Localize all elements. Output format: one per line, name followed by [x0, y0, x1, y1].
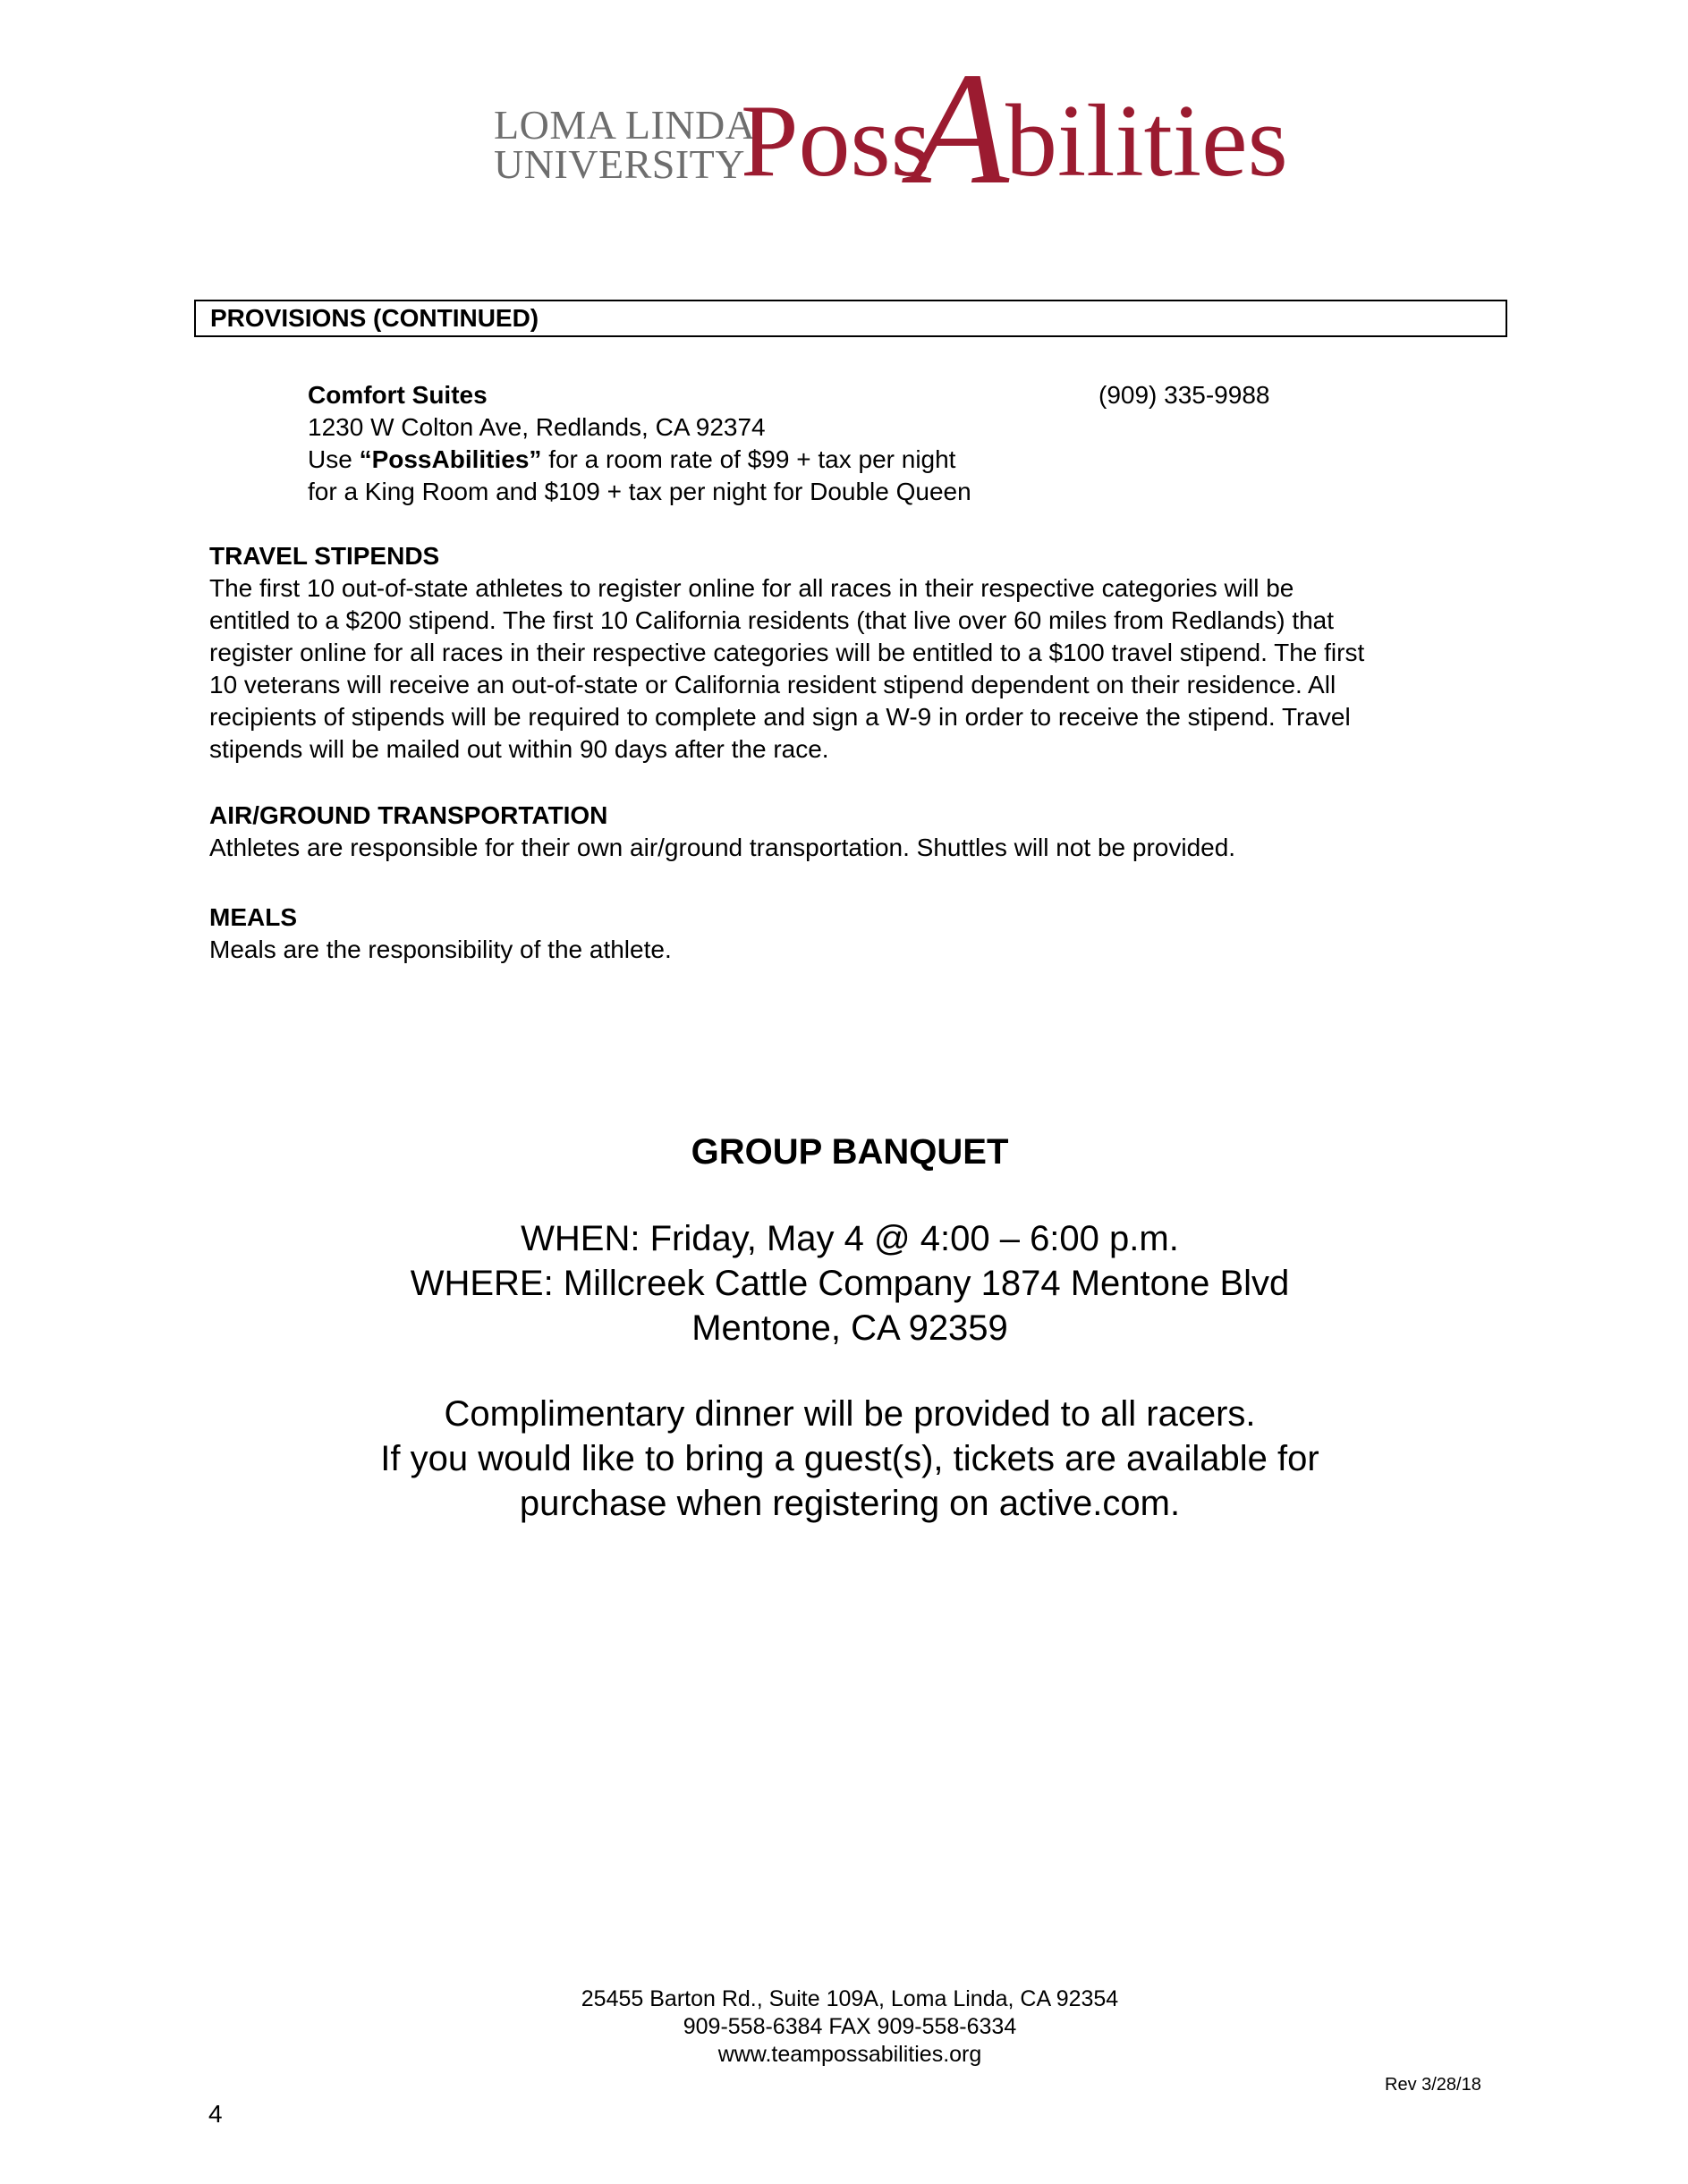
banquet-when: WHEN: Friday, May 4 @ 4:00 – 6:00 p.m.: [521, 1219, 1179, 1258]
travel-stipends-line: 10 veterans will receive an out-of-state or California resident stipend dependent on their residence. All: [209, 671, 1336, 698]
footer: [403, 1985, 1297, 2069]
meals-text: Meals are the responsibility of the athlete.: [209, 935, 672, 963]
hotel-rate-line-2: for a King Room and $109 + tax per night for Double Queen: [308, 478, 971, 505]
rate-prefix: Use: [308, 445, 360, 473]
banquet-where-line-2: Mentone, CA 92359: [691, 1308, 1008, 1348]
travel-stipends-line: recipients of stipends will be required to complete and sign a W-9 in order to receive the stipend. Travel: [209, 703, 1351, 731]
meals-section: [209, 902, 1497, 966]
transportation-heading: AIR/GROUND TRANSPORTATION: [209, 801, 608, 829]
rate-suffix: for a room rate of $99 + tax per night: [541, 445, 956, 473]
travel-stipends-section: [209, 540, 1497, 766]
banquet-details: [224, 1216, 1476, 1350]
revision-date: Rev 3/28/18: [1385, 2075, 1481, 2095]
transportation-text: Athletes are responsible for their own air/ground transportation. Shuttles will not be provided.: [209, 834, 1236, 861]
travel-stipends-heading: TRAVEL STIPENDS: [209, 542, 440, 570]
university-line-2: UNIVERSITY: [494, 141, 745, 187]
university-logo-text: [494, 102, 756, 187]
logo-bilities-text: bilities: [1005, 84, 1288, 199]
hotel-name: Comfort Suites: [308, 381, 488, 409]
rate-code: “PossAbilities”: [359, 445, 542, 473]
provisions-header-bar: PROVISIONS (CONTINUED): [194, 300, 1507, 337]
footer-website: www.teampossabilities.org: [717, 2042, 982, 2067]
banquet-note: [224, 1392, 1476, 1526]
hotel-rate-line-1: [308, 444, 971, 476]
footer-address: 25455 Barton Rd., Suite 109A, Loma Linda, CA 92354: [581, 1986, 1119, 2011]
hotel-address: 1230 W Colton Ave, Redlands, CA 92374: [308, 413, 766, 441]
travel-stipends-line: register online for all races in their respective categories will be entitled to a $100 travel stipend. The first: [209, 639, 1365, 666]
logo-a-text: A: [911, 39, 1009, 217]
travel-stipends-line: entitled to a $200 stipend. The first 10 California residents (that live over 60 miles from Redlands) that: [209, 606, 1335, 634]
banquet-note-line-1: Complimentary dinner will be provided to all racers.: [444, 1394, 1256, 1434]
meals-heading: MEALS: [209, 903, 297, 931]
university-line-1: LOMA LINDA: [494, 102, 756, 148]
banquet-note-line-2: If you would like to bring a guest(s), tickets are available for: [380, 1439, 1319, 1478]
possabilities-logo: [741, 39, 1288, 238]
hotel-info: [308, 379, 971, 508]
travel-stipends-line: stipends will be mailed out within 90 days after the race.: [209, 735, 829, 763]
banquet-note-line-3: purchase when registering on active.com.: [519, 1484, 1181, 1523]
travel-stipends-line: The first 10 out-of-state athletes to register online for all races in their respective categories will be: [209, 574, 1294, 602]
page-number: 4: [208, 2100, 223, 2128]
banquet-title: GROUP BANQUET: [691, 1132, 1009, 1172]
footer-phone-fax: 909-558-6384 FAX 909-558-6334: [683, 2014, 1017, 2039]
hotel-phone: (909) 335-9988: [1098, 381, 1270, 409]
banquet-section: [224, 1130, 1476, 1173]
banquet-where: WHERE: Millcreek Cattle Company 1874 Mentone Blvd: [410, 1264, 1290, 1303]
logo-poss-text: Poss: [741, 84, 931, 199]
transportation-section: [209, 800, 1497, 864]
